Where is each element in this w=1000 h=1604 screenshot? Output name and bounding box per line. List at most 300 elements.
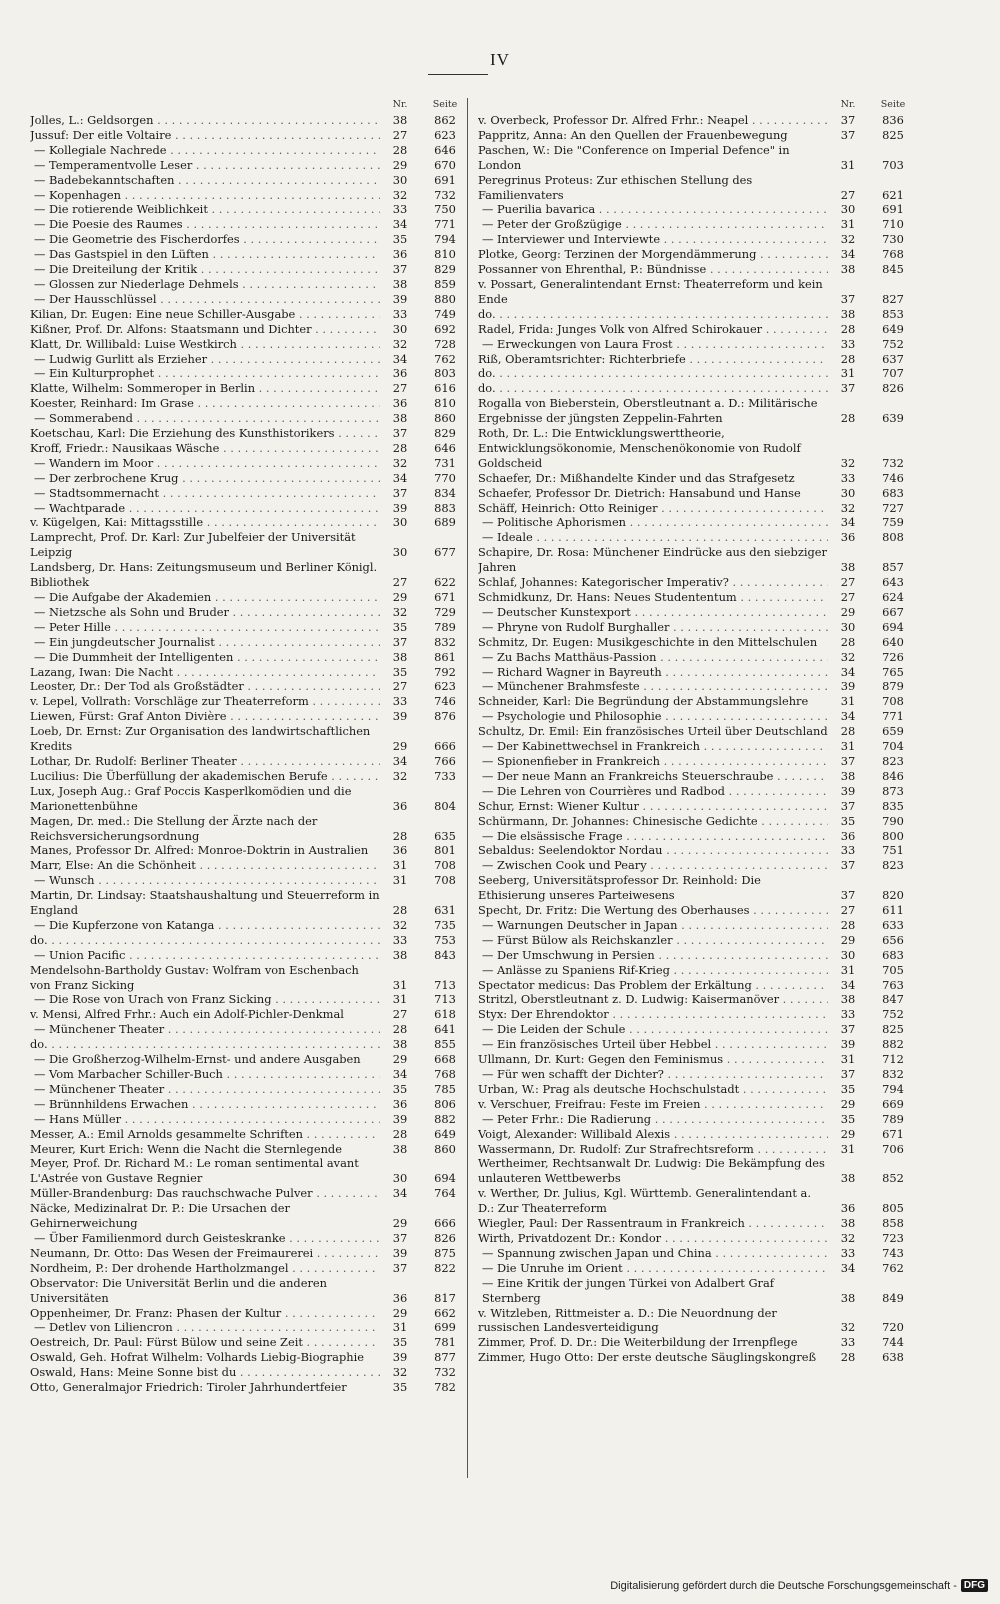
index-entry xyxy=(30,202,470,217)
entry-title: Kißner, Prof. Dr. Alfons: Staatsmann und Dichter . . . xyxy=(30,322,380,337)
entry-page-number: 649 xyxy=(434,1126,456,1141)
index-entry xyxy=(30,1320,470,1335)
entry-issue-number: 37 xyxy=(840,381,856,396)
entry-page-number: 703 xyxy=(882,157,904,172)
entry-page-number: 834 xyxy=(434,485,456,500)
entry-issue-number: 38 xyxy=(840,1290,856,1305)
entry-issue-number: 36 xyxy=(392,247,408,262)
entry-page-number: 659 xyxy=(882,724,904,739)
index-entry xyxy=(478,530,918,545)
entry-title: Schmidkunz, Dr. Hans: Neues Studententum . . . xyxy=(478,590,828,605)
index-entry xyxy=(30,113,470,128)
entry-issue-number: 37 xyxy=(392,426,408,441)
entry-title: Kilian, Dr. Eugen: Eine neue Schiller-Ausgabe . . . xyxy=(30,307,380,322)
entry-issue-number: 27 xyxy=(392,127,408,142)
entry-page-number: 677 xyxy=(434,545,456,560)
entry-page-number: 876 xyxy=(434,709,456,724)
index-entry xyxy=(30,128,470,143)
entry-title: Roth, Dr. L.: Die Entwicklungswerttheorie, Entwicklungsökonomie, Menschenökonomie von Rudolf Goldscheid xyxy=(478,426,801,470)
index-entry xyxy=(478,605,918,620)
entry-page-number: 852 xyxy=(882,1171,904,1186)
entry-title: — Politische Aphorismen . . . xyxy=(478,515,828,530)
entry-issue-number: 27 xyxy=(840,187,856,202)
entry-title: do. . . . xyxy=(478,307,828,322)
entry-page-number: 762 xyxy=(434,351,456,366)
entry-page-number: 768 xyxy=(882,247,904,262)
index-entry xyxy=(478,337,918,352)
index-entry xyxy=(478,665,918,680)
entry-issue-number: 33 xyxy=(392,202,408,217)
entry-page-number: 845 xyxy=(882,262,904,277)
entry-page-number: 641 xyxy=(434,1022,456,1037)
index-column-right xyxy=(478,98,918,1365)
entry-issue-number: 37 xyxy=(840,1067,856,1081)
entry-page-number: 829 xyxy=(434,426,456,441)
entry-page-number: 860 xyxy=(434,411,456,426)
entry-issue-number: 29 xyxy=(392,1305,408,1320)
entry-page-number: 618 xyxy=(434,1007,456,1022)
index-entry xyxy=(478,635,918,650)
entry-page-number: 826 xyxy=(882,381,904,396)
entry-title: — Eine Kritik der jungen Türkei von Adalbert Graf Sternberg xyxy=(482,1275,775,1305)
entry-page-number: 832 xyxy=(882,1067,904,1081)
index-entry xyxy=(478,1112,918,1127)
index-entry xyxy=(30,352,470,367)
entry-title: — Die Unruhe im Orient . . . xyxy=(478,1261,828,1276)
entry-issue-number: 35 xyxy=(392,1081,408,1096)
entry-title: — Union Pacific . . . xyxy=(30,948,380,963)
entry-title: Martin, Dr. Lindsay: Staatshaushaltung und Steuerreform in England xyxy=(30,888,380,918)
index-entry xyxy=(478,1350,918,1365)
entry-page-number: 781 xyxy=(434,1335,456,1350)
entry-title: — Kopenhagen . . . xyxy=(30,188,380,203)
entry-page-number: 835 xyxy=(882,798,904,813)
index-entry xyxy=(478,992,918,1007)
entry-title: — Ein jungdeutscher Journalist . . . xyxy=(30,635,380,650)
index-entry xyxy=(478,1052,918,1067)
index-entry xyxy=(30,992,470,1007)
entry-issue-number: 30 xyxy=(392,545,408,560)
entry-title: Plotke, Georg: Terzinen der Morgendämmerung . . . xyxy=(478,247,828,262)
entry-title: Lamprecht, Prof. Dr. Karl: Zur Jubelfeier der Universität Leipzig xyxy=(30,530,356,560)
entry-title: Schur, Ernst: Wiener Kultur . . . xyxy=(478,799,828,814)
entry-page-number: 746 xyxy=(882,470,904,485)
entry-title: — Wachtparade . . . xyxy=(30,501,380,516)
entry-title: — Der neue Mann an Frankreichs Steuerschraube . . . xyxy=(478,769,828,784)
index-entry xyxy=(30,441,470,456)
entry-page-number: 671 xyxy=(434,590,456,604)
entry-title: — Zu Bachs Matthäus-Passion . . . xyxy=(478,650,828,665)
entry-issue-number: 27 xyxy=(392,1007,408,1022)
entry-title: Magen, Dr. med.: Die Stellung der Ärzte nach der Reichsversicherungsordnung xyxy=(30,813,318,843)
index-entry xyxy=(30,948,470,963)
index-entry xyxy=(30,232,470,247)
entry-title: Manes, Professor Dr. Alfred: Monroe-Doktrin in Australien xyxy=(30,843,369,858)
index-entry xyxy=(478,799,918,814)
entry-page-number: 794 xyxy=(434,232,456,247)
entry-page-number: 633 xyxy=(882,917,904,932)
index-entry xyxy=(478,322,918,337)
entry-page-number: 646 xyxy=(434,440,456,455)
index-entry xyxy=(30,918,470,933)
entry-issue-number: 36 xyxy=(392,798,408,813)
entry-title: — Sommerabend . . . xyxy=(30,411,380,426)
entry-page-number: 704 xyxy=(882,739,904,754)
entry-issue-number: 27 xyxy=(840,590,856,604)
entry-issue-number: 27 xyxy=(392,679,408,694)
entry-title: Loeb, Dr. Ernst: Zur Organisation des landwirtschaftlichen Kredits xyxy=(30,724,371,754)
index-entry xyxy=(30,1007,470,1022)
entry-issue-number: 32 xyxy=(840,232,856,247)
index-entry xyxy=(30,888,470,918)
entry-issue-number: 39 xyxy=(392,1245,408,1260)
index-entry xyxy=(30,963,470,993)
entry-title: — Ein französisches Urteil über Hebbel . . . xyxy=(478,1037,828,1052)
entry-title: Liewen, Fürst: Graf Anton Divière . . . xyxy=(30,709,380,724)
entry-title: Schaefer, Professor Dr. Dietrich: Hansabund und Hanse xyxy=(478,485,801,500)
entry-issue-number: 38 xyxy=(840,1171,856,1186)
entry-title: — Kollegiale Nachrede . . . xyxy=(30,143,380,158)
entry-issue-number: 31 xyxy=(840,157,856,172)
entry-page-number: 790 xyxy=(882,813,904,828)
index-entry xyxy=(478,873,918,903)
entry-title: — Badebekanntschaften . . . xyxy=(30,173,380,188)
index-entry xyxy=(30,724,470,754)
index-entry xyxy=(478,501,918,516)
entry-title: Klatte, Wilhelm: Sommeroper in Berlin . . . xyxy=(30,381,380,396)
index-entry xyxy=(478,978,918,993)
entry-title: — Peter Hille . . . xyxy=(30,620,380,635)
entry-page-number: 766 xyxy=(434,753,456,768)
index-entry xyxy=(478,1186,918,1216)
entry-page-number: 744 xyxy=(882,1335,904,1350)
entry-page-number: 616 xyxy=(434,381,456,396)
column-header xyxy=(478,98,918,113)
entry-issue-number: 28 xyxy=(840,917,856,932)
entry-page-number: 822 xyxy=(434,1260,456,1275)
entry-issue-number: 39 xyxy=(392,709,408,724)
entry-title: — Die rotierende Weiblichkeit . . . xyxy=(30,202,380,217)
entry-title: v. Lepel, Vollrath: Vorschläge zur Theaterreform . . . xyxy=(30,694,380,709)
entry-list-left xyxy=(30,113,470,1395)
entry-page-number: 846 xyxy=(882,768,904,783)
index-entry xyxy=(478,1231,918,1246)
index-entry xyxy=(30,1350,470,1365)
entry-issue-number: 32 xyxy=(392,187,408,202)
index-entry xyxy=(478,1097,918,1112)
entry-page-number: 706 xyxy=(882,1141,904,1156)
entry-title: — Puerilia bavarica . . . xyxy=(478,202,828,217)
entry-title: do. . . . xyxy=(30,933,380,948)
index-entry xyxy=(478,232,918,247)
entry-title: — Richard Wagner in Bayreuth . . . xyxy=(478,665,828,680)
index-entry xyxy=(478,1335,918,1350)
index-entry xyxy=(478,1306,918,1336)
entry-issue-number: 33 xyxy=(840,1007,856,1022)
entry-page-number: 803 xyxy=(434,366,456,381)
index-entry xyxy=(30,1186,470,1201)
entry-title: Riß, Oberamtsrichter: Richterbriefe . . . xyxy=(478,352,828,367)
entry-issue-number: 39 xyxy=(392,1350,408,1365)
entry-issue-number: 30 xyxy=(840,485,856,500)
entry-issue-number: 38 xyxy=(392,649,408,664)
entry-issue-number: 33 xyxy=(840,1335,856,1350)
index-entry xyxy=(30,411,470,426)
entry-title: — Der zerbrochene Krug . . . xyxy=(30,471,380,486)
entry-issue-number: 28 xyxy=(840,351,856,366)
entry-issue-number: 27 xyxy=(840,903,856,918)
index-entry xyxy=(478,933,918,948)
entry-title: — Vom Marbacher Schiller-Buch . . . xyxy=(30,1067,380,1082)
entry-issue-number: 33 xyxy=(840,470,856,485)
entry-page-number: 708 xyxy=(434,858,456,873)
entry-issue-number: 37 xyxy=(392,634,408,649)
entry-issue-number: 31 xyxy=(840,217,856,232)
entry-page-number: 643 xyxy=(882,575,904,590)
entry-issue-number: 37 xyxy=(840,127,856,142)
index-entry xyxy=(478,381,918,396)
index-entry xyxy=(478,1037,918,1052)
entry-title: Meurer, Kurt Erich: Wenn die Nacht die Sternlegende xyxy=(30,1141,342,1156)
index-entry xyxy=(478,277,918,307)
entry-issue-number: 38 xyxy=(392,1141,408,1156)
entry-page-number: 749 xyxy=(434,306,456,321)
entry-issue-number: 37 xyxy=(840,858,856,873)
entry-issue-number: 39 xyxy=(392,291,408,306)
entry-issue-number: 27 xyxy=(392,381,408,396)
entry-title: Neumann, Dr. Otto: Das Wesen der Freimaurerei . . . xyxy=(30,1246,380,1261)
entry-issue-number: 35 xyxy=(392,1335,408,1350)
entry-title: — Münchener Theater . . . xyxy=(30,1022,380,1037)
entry-page-number: 817 xyxy=(434,1290,456,1305)
entry-page-number: 623 xyxy=(434,127,456,142)
entry-page-number: 646 xyxy=(434,142,456,157)
entry-issue-number: 28 xyxy=(392,1022,408,1037)
index-entry xyxy=(30,650,470,665)
header-seite: Seite xyxy=(880,99,906,110)
index-entry xyxy=(478,247,918,262)
entry-issue-number: 38 xyxy=(840,1216,856,1231)
index-entry xyxy=(478,396,918,426)
entry-page-number: 746 xyxy=(434,694,456,709)
index-entry xyxy=(478,620,918,635)
entry-page-number: 689 xyxy=(434,515,456,530)
entry-title: — Die Dreiteilung der Kritik . . . xyxy=(30,262,380,277)
entry-issue-number: 37 xyxy=(840,888,856,903)
index-entry xyxy=(478,352,918,367)
index-entry xyxy=(478,486,918,501)
index-entry xyxy=(30,471,470,486)
header-nr: Nr. xyxy=(840,99,856,110)
entry-issue-number: 37 xyxy=(392,485,408,500)
entry-page-number: 879 xyxy=(882,679,904,694)
entry-title: — Der Hausschlüssel . . . xyxy=(30,292,380,307)
entry-issue-number: 28 xyxy=(392,142,408,157)
entry-title: Oswald, Geh. Hofrat Wilhelm: Volhards Liebig-Biographie xyxy=(30,1350,364,1365)
entry-title: Müller-Brandenburg: Das rauchschwache Pulver . . . xyxy=(30,1186,380,1201)
entry-issue-number: 31 xyxy=(392,858,408,873)
index-entry xyxy=(478,217,918,232)
index-entry xyxy=(30,396,470,411)
entry-issue-number: 37 xyxy=(840,1022,856,1037)
entry-title: Seeberg, Universitätsprofessor Dr. Reinhold: Die Ethisierung unseres Parteiwesens xyxy=(478,873,761,903)
entry-title: Specht, Dr. Fritz: Die Wertung des Oberhauses . . . xyxy=(478,903,828,918)
entry-page-number: 656 xyxy=(882,932,904,947)
entry-title: — Der Umschwung in Persien . . . xyxy=(478,948,828,963)
entry-title: — Die Lehren von Courrières und Radbod . . . xyxy=(478,784,828,799)
entry-issue-number: 32 xyxy=(392,455,408,470)
entry-page-number: 789 xyxy=(434,619,456,634)
index-entry xyxy=(478,307,918,322)
entry-issue-number: 34 xyxy=(840,1260,856,1275)
entry-page-number: 666 xyxy=(434,1216,456,1231)
entry-page-number: 753 xyxy=(434,932,456,947)
entry-title: Voigt, Alexander: Willibald Alexis . . . xyxy=(478,1127,828,1142)
entry-issue-number: 29 xyxy=(840,1126,856,1141)
entry-issue-number: 37 xyxy=(392,262,408,277)
index-entry xyxy=(30,560,470,590)
entry-issue-number: 28 xyxy=(840,411,856,426)
index-entry xyxy=(478,948,918,963)
index-entry xyxy=(478,650,918,665)
entry-page-number: 631 xyxy=(434,903,456,918)
entry-issue-number: 34 xyxy=(840,977,856,992)
entry-issue-number: 27 xyxy=(840,575,856,590)
index-entry xyxy=(30,590,470,605)
entry-page-number: 883 xyxy=(434,500,456,515)
entry-issue-number: 33 xyxy=(840,1245,856,1260)
entry-page-number: 637 xyxy=(882,351,904,366)
entry-page-number: 829 xyxy=(434,262,456,277)
index-entry xyxy=(30,143,470,158)
entry-issue-number: 38 xyxy=(392,947,408,962)
index-entry xyxy=(30,1365,470,1380)
index-entry xyxy=(478,769,918,784)
entry-issue-number: 32 xyxy=(840,649,856,664)
entry-page-number: 853 xyxy=(882,306,904,321)
entry-issue-number: 33 xyxy=(840,843,856,858)
entry-title: Otto, Generalmajor Friedrich: Tiroler Jahrhundertfeier xyxy=(30,1380,347,1395)
entry-issue-number: 37 xyxy=(840,753,856,768)
index-entry xyxy=(30,1082,470,1097)
entry-page-number: 671 xyxy=(882,1126,904,1141)
index-entry xyxy=(30,217,470,232)
entry-title: v. Verschuer, Freifrau: Feste im Freien . . . xyxy=(478,1097,828,1112)
entry-title: Klatt, Dr. Willibald: Luise Westkirch . . . xyxy=(30,337,380,352)
entry-issue-number: 31 xyxy=(840,962,856,977)
entry-page-number: 666 xyxy=(434,739,456,754)
index-entry xyxy=(478,814,918,829)
entry-page-number: 723 xyxy=(882,1230,904,1245)
entry-page-number: 639 xyxy=(882,411,904,426)
index-column-left xyxy=(30,98,470,1395)
index-entry xyxy=(30,754,470,769)
index-entry xyxy=(478,679,918,694)
entry-title: — Die Rose von Urach von Franz Sicking . . . xyxy=(30,992,380,1007)
entry-page-number: 860 xyxy=(434,1141,456,1156)
entry-issue-number: 36 xyxy=(840,530,856,545)
entry-title: — Ideale . . . xyxy=(478,530,828,545)
index-entry xyxy=(30,679,470,694)
entry-page-number: 823 xyxy=(882,753,904,768)
entry-title: Messer, A.: Emil Arnolds gesammelte Schriften . . . xyxy=(30,1127,380,1142)
entry-page-number: 771 xyxy=(434,217,456,232)
entry-title: Possanner von Ehrenthal, P.: Bündnisse . . . xyxy=(478,262,828,277)
entry-issue-number: 33 xyxy=(392,694,408,709)
entry-page-number: 712 xyxy=(882,1052,904,1067)
index-entry xyxy=(30,1201,470,1231)
entry-page-number: 764 xyxy=(434,1186,456,1201)
entry-issue-number: 34 xyxy=(392,351,408,366)
entry-title: — Die Leiden der Schule . . . xyxy=(478,1022,828,1037)
index-entry xyxy=(30,665,470,680)
entry-page-number: 847 xyxy=(882,992,904,1007)
entry-issue-number: 32 xyxy=(392,604,408,619)
entry-page-number: 732 xyxy=(882,455,904,470)
entry-page-number: 752 xyxy=(882,1007,904,1022)
index-entry xyxy=(478,471,918,486)
entry-issue-number: 38 xyxy=(840,262,856,277)
index-entry xyxy=(478,113,918,128)
entry-page-number: 789 xyxy=(882,1111,904,1126)
index-entry xyxy=(478,709,918,724)
entry-title: Styx: Der Ehrendoktor . . . xyxy=(478,1007,828,1022)
index-entry xyxy=(30,247,470,262)
entry-issue-number: 37 xyxy=(840,291,856,306)
entry-issue-number: 34 xyxy=(840,247,856,262)
entry-page-number: 733 xyxy=(434,768,456,783)
entry-title: v. Werther, Dr. Julius, Kgl. Württemb. Generalintendant a. D.: Zur Theaterreform xyxy=(478,1186,811,1216)
page-number-rule xyxy=(428,74,488,75)
entry-title: — Detlev von Liliencron . . . xyxy=(30,1320,380,1335)
entry-page-number: 640 xyxy=(882,634,904,649)
index-entry xyxy=(30,694,470,709)
entry-issue-number: 35 xyxy=(392,1380,408,1395)
index-entry xyxy=(30,1261,470,1276)
index-entry xyxy=(30,515,470,530)
entry-title: do. . . . xyxy=(478,366,828,381)
entry-issue-number: 30 xyxy=(392,515,408,530)
entry-page-number: 707 xyxy=(882,366,904,381)
index-entry xyxy=(30,605,470,620)
index-entry xyxy=(30,1276,470,1306)
entry-issue-number: 33 xyxy=(392,306,408,321)
entry-title: — Die Kupferzone von Katanga . . . xyxy=(30,918,380,933)
entry-list-right xyxy=(478,113,918,1365)
index-entry xyxy=(30,337,470,352)
index-entry xyxy=(478,545,918,575)
entry-title: Lothar, Dr. Rudolf: Berliner Theater . . . xyxy=(30,754,380,769)
entry-issue-number: 39 xyxy=(840,783,856,798)
index-entry xyxy=(30,501,470,516)
entry-title: — Phryne von Rudolf Burghaller . . . xyxy=(478,620,828,635)
entry-issue-number: 28 xyxy=(392,903,408,918)
entry-page-number: 859 xyxy=(434,276,456,291)
entry-issue-number: 28 xyxy=(840,634,856,649)
entry-title: Koetschau, Karl: Die Erziehung des Kunsthistorikers . . . xyxy=(30,426,380,441)
entry-issue-number: 38 xyxy=(392,113,408,127)
entry-page-number: 810 xyxy=(434,247,456,262)
index-entry xyxy=(478,843,918,858)
entry-issue-number: 29 xyxy=(392,739,408,754)
index-entry xyxy=(478,754,918,769)
entry-title: — Spannung zwischen Japan und China . . . xyxy=(478,1246,828,1261)
entry-page-number: 635 xyxy=(434,828,456,843)
entry-page-number: 804 xyxy=(434,798,456,813)
index-entry xyxy=(30,1127,470,1142)
entry-issue-number: 28 xyxy=(392,1126,408,1141)
entry-title: — Für wen schafft der Dichter? . . . xyxy=(478,1067,828,1082)
